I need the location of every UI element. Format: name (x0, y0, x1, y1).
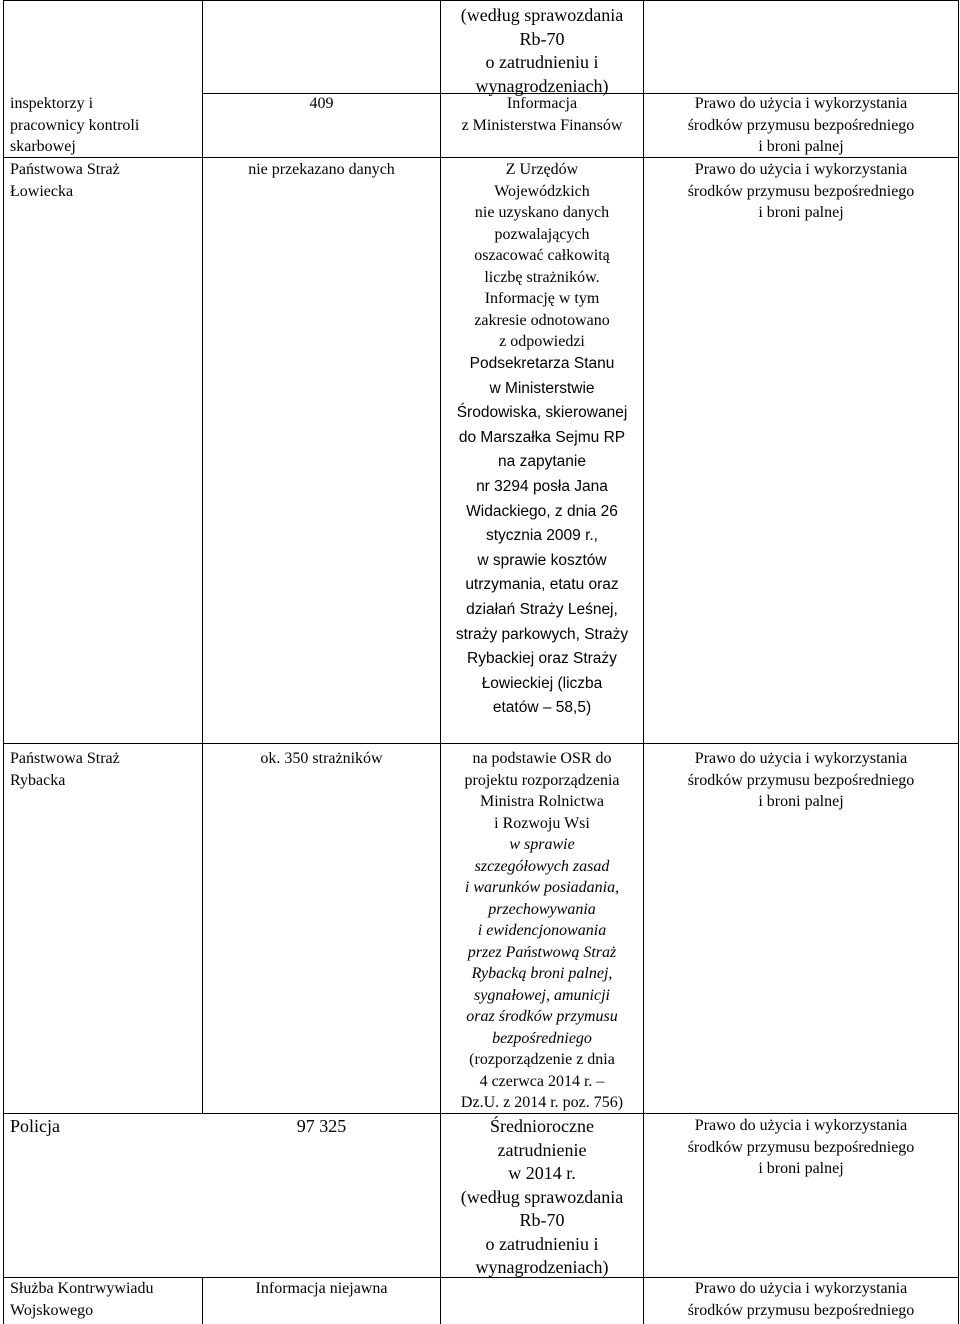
rights-rybacka: Prawo do użycia i wykorzystania środków przymusu bezpośredniego i broni palnej (687, 750, 915, 810)
name-rybacka: Państwowa Straż Rybacka (10, 750, 120, 789)
basis-line: wynagrodzeniach) (475, 75, 609, 96)
basis-inspektorzy: Informacja z Ministerstwa Finansów (461, 95, 623, 134)
name-skw: Służba Kontrwywiadu Wojskowego (10, 1280, 154, 1319)
name-policja: Policja (10, 1116, 60, 1136)
basis-lowiecka: Z Urzędów Wojewódzkich nie uzyskano danych pozwalających oszacować całkowitą liczbę strażników. Informację w tym zakresie odnotowano z odpowiedzi (474, 161, 610, 350)
count-lowiecka: nie przekazano danych (248, 161, 395, 178)
basis-rybacka: na podstawie OSR do projektu rozporządzenia Ministra Rolnictwa i Rozwoju Wsi w sprawie szczegółowych zasad i warunków posiadania, przechowywania i ewidencjonowania przez Państwową Straż Rybacką broni palnej, sygnałowej, amunicji oraz środków przymusu bezpośredniego (rozporządzenie z dnia 4 czerwca 2014 r. – Dz.U. z 2014 r. poz. 756) (460, 750, 624, 1111)
basis-lowiecka-quote: Podsekretarza Stanu w Ministerstwie Środowiska, skierowanej do Marszałka Sejmu RP na zapytanie nr 3294 posła Jana Widackiego, z dnia 26 stycznia 2009 r., w sprawie kosztów utrzymania, etatu oraz działań Straży Leśnej, straży parkowych, Straży Rybackiej oraz Straży Łowieckiej (liczba etatów – 58,5) (455, 355, 629, 717)
name-lowiecka: Państwowa Straż Łowiecka (10, 161, 120, 200)
rights-inspektorzy: Prawo do użycia i wykorzystania środków przymusu bezpośredniego i broni palnej (687, 95, 915, 155)
basis-line: (według sprawozdania (460, 5, 624, 25)
rights-lowiecka: Prawo do użycia i wykorzystania środków przymusu bezpośredniego i broni palnej (687, 161, 915, 221)
name-inspektorzy: inspektorzy i pracownicy kontroli skarbowej (10, 95, 140, 155)
count-inspektorzy: 409 (309, 95, 334, 112)
rb70-basis-cell (441, 4, 643, 98)
basis-line: Rb-70 (519, 28, 565, 49)
count-policja: 97 325 (296, 1116, 347, 1136)
rights-policja: Prawo do użycia i wykorzystania środków przymusu bezpośredniego i broni palnej (687, 1117, 915, 1177)
count-skw: Informacja niejawna (255, 1280, 388, 1297)
basis-line: o zatrudnieniu i (485, 52, 599, 72)
count-rybacka: ok. 350 strażników (260, 750, 383, 767)
basis-policja: Średnioroczne zatrudnienie w 2014 r. (według sprawozdania Rb-70 o zatrudnieniu i wynagrodzeniach) (460, 1116, 624, 1277)
rights-skw: Prawo do użycia i wykorzystania środków przymusu bezpośredniego (687, 1280, 915, 1319)
